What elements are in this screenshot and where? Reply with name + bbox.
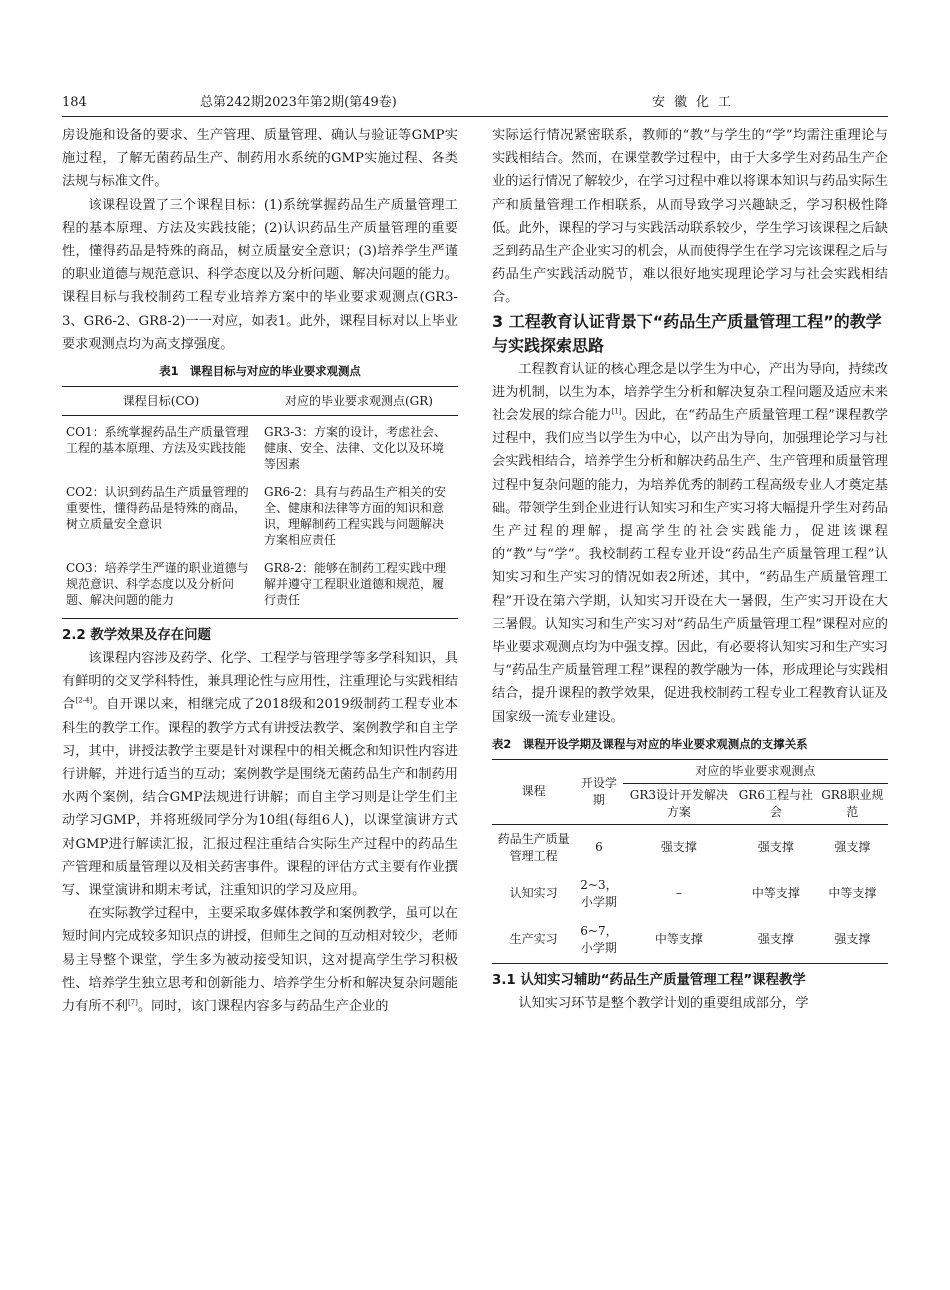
table2-header-gr6: GR6工程与社会 — [735, 783, 817, 824]
table2-cell-gr8: 强支撑 — [834, 840, 871, 855]
paragraph-text: 。同时，该门课程内容多与药品生产企业的 — [137, 999, 389, 1015]
table2-cell-gr3: 中等支撑 — [623, 917, 735, 964]
table1-cell-gr: GR3-3：方案的设计，考虑社会、健康、安全、法律、文化以及环境等因素 — [264, 425, 446, 472]
paragraph-continued: 实际运行情况紧密联系，教师的“教”与学生的“学”均需注重理论与实践相结合。然而，在课堂教学过程中，由于大多学生对药品生产企业的运行情况了解较少，在学习过程中难以将课本知识与药品实际生产和质量管理工作相联系，从而导致学习兴趣缺乏，学习积极性降低。此外，课程的学习与实践活动联系较少，学生学习该课程之后缺乏到药品生产企业实习的机会，从而使得学生在学习完该课程之后与药品生产实践活动脱节，难以很好地实现理论学习与社会实践相结合。 — [492, 128, 888, 306]
left-column — [62, 124, 458, 1018]
table2-cell-course: 认知实习 — [509, 886, 558, 901]
table2-cell-term: 6 — [595, 840, 603, 855]
table-row — [62, 552, 458, 619]
table1-caption: 表1 课程目标与对应的毕业要求观测点 — [159, 364, 361, 379]
table1-cell-gr: GR6-2：具有与药品生产相关的安全、健康和法律等方面的知识和意识，理解制药工程实践与问题解决方案相应责任 — [264, 485, 446, 548]
page-number: 184 — [62, 95, 87, 110]
paragraph-continued: 房设施和设备的要求、生产管理、质量管理、确认与验证等GMP实施过程，了解无菌药品生产、制药用水系统的GMP实施过程、各类法规与标准文件。 — [62, 128, 458, 190]
paragraph-course-objectives: 该课程设置了三个课程目标：(1)系统掌握药品生产质量管理工程的基本原理、方法及实践技能；(2)认识药品生产质量管理的重要性，懂得药品是特殊的商品，树立质量安全意识；(3)培养学生严谨的职业道德与规范意识、科学态度以及分析问题、解决问题的能力。课程目标与我校制药工程专业培养方案中的毕业要求观测点(GR3-3、GR6-2、GR8-2)一一对应，如表1。此外，课程目标对以上毕业要求观测点均为高支撑强度。 — [62, 197, 458, 352]
paragraph-text: 在实际教学过程中，主要采取多媒体教学和案例教学，虽可以在短时间内完成较多知识点的讲授，但师生之间的互动相对较少，老师易主导整个课堂，学生多为被动接受知识，这对提高学生学习积极性、培养学生独立思考和创新能力、培养学生分析和解决复杂问题能力有所不利 — [62, 906, 458, 1015]
right-column — [492, 124, 888, 1015]
table-row — [492, 824, 888, 871]
journal-issue: 总第242期2023年第2期(第49卷) — [200, 95, 397, 110]
paragraph-text: 该课程内容涉及药学、化学、工程学与管理学等多学科知识，具有鲜明的交叉学科特性，兼具理论性与应用性，注重理论与实践相结合 — [62, 651, 458, 713]
table1-header-co: 课程目标(CO) — [62, 387, 260, 416]
table1-cell-co: CO1：系统掌握药品生产质量管理工程的基本原理、方法及实践技能 — [66, 425, 249, 456]
section-3-1-title: 3.1 认知实习辅助“药品生产质量管理工程”课程教学 — [492, 972, 806, 988]
paragraph-text: 。自开课以来，相继完成了2018级和2019级制药工程专业本科生的教学工作。课程的教学方式有讲授法教学、案例教学和自主学习，其中，讲授法教学主要是针对课程中的相关概念和知识性内容进行讲解，并进行适当的互动；案例教学是围绕无菌药品生产和制药用水两个案例，结合GMP法规进行讲解；而自主学习则是让学生们主动学习GMP，并将班级同学分为10组(每组6人)，以课堂演讲方式对GMP进行解读汇报，汇报过程注重结合实际生产过程中的药品生产管理和质量管理以及相关药害事件。课程的评估方式主要有作业撰写、课堂演讲和期末考试，注重知识的学习及应用。 — [62, 697, 459, 899]
table2-header-group: 对应的毕业要求观测点 — [623, 759, 888, 783]
section-2-2-title: 2.2 教学效果及存在问题 — [62, 628, 211, 644]
table2-cell-gr8: 强支撑 — [817, 917, 888, 964]
paragraph-teaching-effect — [62, 647, 458, 902]
paragraph-engineering-certification — [492, 358, 888, 729]
table1-cell-co: CO2：认识到药品生产质量管理的重要性，懂得药品是特殊的商品，树立质量安全意识 — [66, 485, 249, 532]
table2-cell-course: 生产实习 — [492, 917, 575, 964]
table2-cell-gr3: 强支撑 — [660, 840, 697, 855]
table2-cell-gr8: 中等支撑 — [828, 886, 877, 901]
table2-cell-course: 药品生产质量管理工程 — [497, 831, 570, 863]
table-row — [62, 476, 458, 552]
table2-cell-term: 6~7，小学期 — [575, 917, 623, 964]
table2-cell-gr3: – — [675, 886, 682, 901]
table2 — [492, 759, 888, 964]
table1-header-gr: 对应的毕业要求观测点(GR) — [260, 387, 458, 416]
citation-ref: [2-4] — [75, 697, 93, 706]
table2-cell-gr6: 中等支撑 — [751, 886, 800, 901]
paragraph-teaching-problems — [62, 902, 458, 1018]
table-row — [492, 871, 888, 917]
paragraph-cognitive-internship: 认知实习环节是整个教学计划的重要组成部分，学 — [518, 995, 809, 1011]
table2-cell-gr6: 强支撑 — [735, 917, 817, 964]
table1-cell-co: CO3：培养学生严谨的职业道德与规范意识、科学态度以及分析问题、解决问题的能力 — [62, 552, 260, 619]
paragraph-text: 工程教育认证的核心理念是以学生为中心，产出为导向，持续改进为机制，以生为本，培养学生分析和解决复杂工程问题及适应未来社会发展的综合能力 — [492, 361, 888, 424]
table2-caption: 表2 课程开设学期及课程与对应的毕业要求观测点的支撑关系 — [492, 736, 808, 751]
section-3-title: 3 工程教育认证背景下“药品生产质量管理工程”的教学与实践探索思路 — [492, 311, 882, 355]
table2-cell-gr6: 强支撑 — [757, 840, 794, 855]
table2-header-term: 开设学期 — [575, 759, 623, 824]
table1 — [62, 386, 458, 619]
journal-name: 安徽化工 — [652, 95, 741, 110]
table-row — [62, 416, 458, 477]
table2-header-gr8: GR8职业规范 — [817, 783, 888, 824]
table2-header-gr3: GR3设计开发解决方案 — [623, 783, 735, 824]
citation-ref: [1] — [611, 407, 622, 416]
table2-cell-term: 2~3，小学期 — [580, 877, 618, 909]
citation-ref: [7] — [127, 998, 138, 1007]
table1-cell-gr: GR8-2：能够在制药工程实践中理解并遵守工程职业道德和规范，履行责任 — [260, 552, 458, 619]
paragraph-text: 。因此，在“药品生产质量管理工程”课程教学过程中，我们应当以学生为中心，以产出为导向，加强理论学习与社会实践相结合，培养学生分析和解决药品生产、生产管理和质量管理过程中复杂问题的能力，为培养优秀的制药工程高级专业人才奠定基础。带领学生到企业进行认知实习和生产实习将大幅提升学生对药品生产过程的理解，提高学生的社会实践能力，促进该课程的“教”与“学”。我校制药工程专业开设“药品生产质量管理工程”认知实习和生产实习的情况如表2所述，其中，“药品生产质量管理工程”开设在第六学期，认知实习开设在大一暑假，生产实习开设在大三暑假。认知实习和生产实习对“药品生产质量管理工程”课程对应的毕业要求观测点均为中强支撑。因此，有必要将认知实习和生产实习与“药品生产质量管理工程”课程的教学融为一体，形成理论与实践相结合，提升课程的教学效果，促进我校制药工程专业工程教育认证及国家级一流专业建设。 — [492, 408, 889, 725]
table-row — [492, 917, 888, 964]
page-header — [62, 92, 888, 117]
table2-header-course: 课程 — [492, 759, 575, 824]
